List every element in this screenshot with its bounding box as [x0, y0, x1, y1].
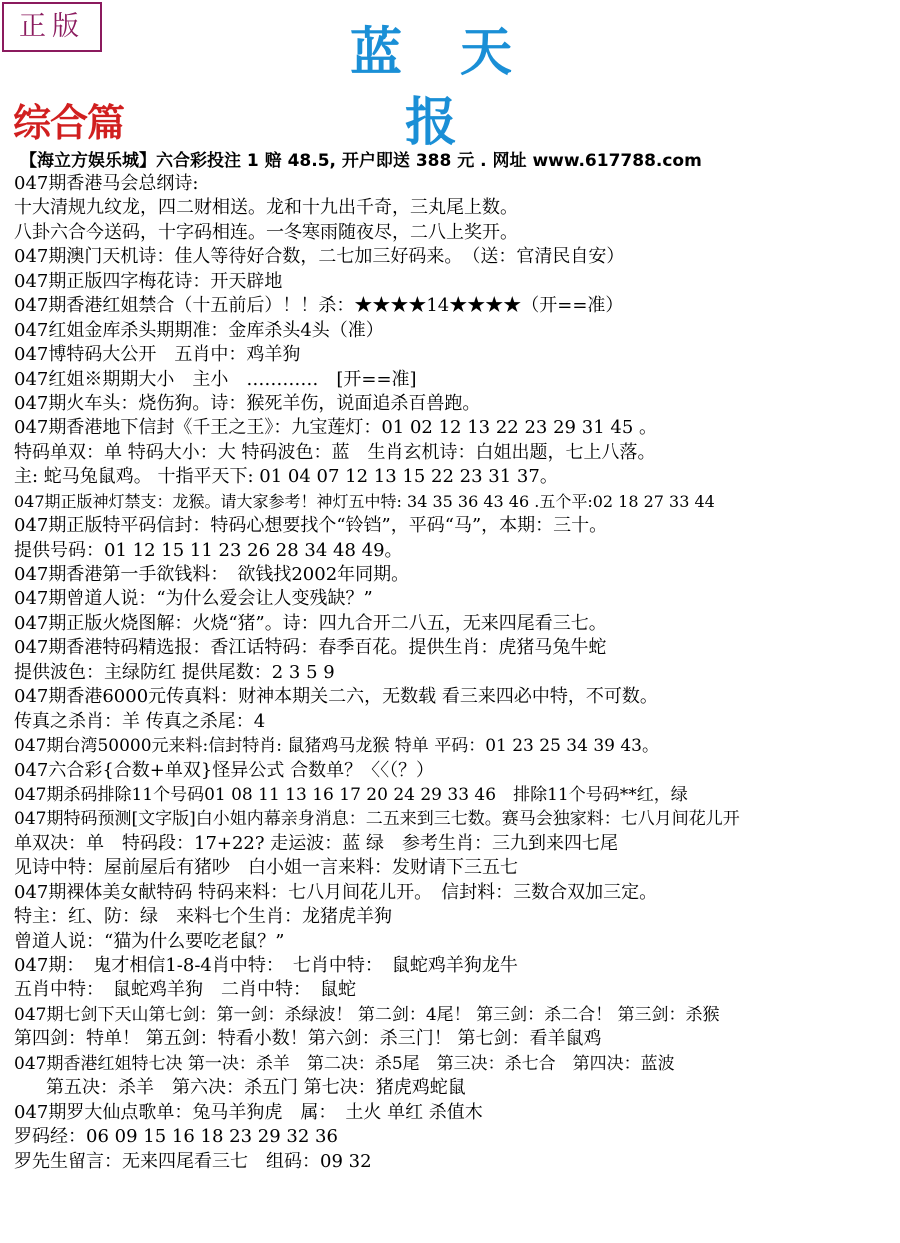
text-line: 罗码经：06 09 15 16 18 23 29 32 36 — [14, 1126, 338, 1148]
text-line: 047期香港地下信封《千王之王》：九宝莲灯：01 02 12 13 22 23 29 31 45 。 — [14, 417, 657, 439]
text-line: 047六合彩{合数+单双}怪异公式 合数单？〈〈（？） — [14, 759, 435, 781]
text-line: 047期香港特码精选报：香江话特码：春季百花。提供生肖：虎猪马兔牛蛇 — [14, 637, 607, 659]
text-line: 提供波色：主绿防红 提供尾数：2 3 5 9 — [14, 661, 335, 683]
text-line: 047期七剑下天山第七剑：第一剑：杀绿波！ 第二剑：4尾！ 第三剑：杀二合！ 第三剑：杀猴 — [14, 1004, 720, 1025]
text-line: 047期台湾50000元来料:信封特肖: 鼠猪鸡马龙猴 特单 平码：01 23 25 34 39 43。 — [14, 736, 660, 757]
text-line: 见诗中特：屋前屋后有猪吵 白小姐一言来料：发财请下三五七 — [14, 857, 518, 879]
text-line: 特主：红、防：绿 来料七个生肖：龙猪虎羊狗 — [14, 906, 392, 928]
text-line: 047期香港红姐特七决 第一决：杀羊 第二决：杀5尾 第三决：杀七合 第四决：蓝波 — [14, 1053, 675, 1074]
text-line: 主: 蛇马兔鼠鸡。 十指平天下: 01 04 07 12 13 15 22 23 31 37。 — [14, 466, 558, 488]
text-line: 047期正版四字梅花诗：开天辟地 — [14, 270, 283, 292]
text-line: 047红姐※期期大小 主小 ………… [开==准] — [14, 368, 417, 390]
section-heading: 综合篇 — [13, 100, 125, 145]
text-line: 罗先生留言：无来四尾看三七 组码：09 32 — [14, 1150, 372, 1172]
text-line: 047期正版火烧图解：火烧“猪”。诗：四九合开二八五，无来四尾看三七。 — [14, 612, 607, 634]
text-line: 047期杀码排除11个号码01 08 11 13 16 17 20 24 29 33 46 排除11个号码**红，绿 — [14, 784, 688, 805]
text-line: 047期特码预测[文字版]白小姐内幕亲身消息：二五来到三七数。赛马会独家料：七八月间花儿开 — [14, 809, 740, 830]
text-line: 047期香港6000元传真料：财神本期关二六，无数载 看三来四必中特，不可数。 — [14, 686, 658, 708]
content-lines — [14, 172, 900, 1174]
text-line: 047期正版神灯禁支：龙猴。请大家参考！神灯五中特: 34 35 36 43 46 .五个平:02 18 27 33 44 — [14, 491, 715, 511]
text-line: 047期裸体美女献特码 特码来料：七八月间花儿开。 信封料：三数合双加三定。 — [14, 881, 658, 903]
text-line: 047期火车头：烧伤狗。诗：猴死羊伤，说面追杀百兽跑。 — [14, 392, 481, 414]
text-line: 提供号码：01 12 15 11 23 26 28 34 48 49。 — [14, 539, 403, 561]
text-line: 八卦六合今送码，十字码相连。一冬寒雨随夜尽，二八上奖开。 — [14, 221, 518, 243]
text-line: 047期香港马会总纲诗: — [14, 173, 199, 194]
text-line: 047期曾道人说：“为什么爱会让人变残缺？” — [14, 588, 373, 610]
ad-banner: 【海立方娱乐城】六合彩投注 1 赔 48.5, 开户即送 388 元 . 网址 www.617788.com — [20, 151, 702, 171]
text-line: 特码单双：单 特码大小：大 特码波色：蓝 生肖玄机诗：白姐出题，七上八落。 — [14, 441, 656, 463]
text-line: 五肖中特： 鼠蛇鸡羊狗 二肖中特： 鼠蛇 — [14, 979, 356, 1001]
text-line: 047红姐金库杀头期期准：金库杀头4头（准） — [14, 319, 384, 341]
text-line: 047期澳门天机诗：佳人等待好合数，二七加三好码来。 （送：官清民自安） — [14, 246, 625, 268]
authentic-badge: 正版 — [2, 2, 102, 52]
text-line: 十大清规九纹龙，四二财相送。龙和十九出千奇，三丸尾上数。 — [14, 197, 518, 219]
text-line: 047期： 鬼才相信1-8-4肖中特： 七肖中特： 鼠蛇鸡羊狗龙牛 — [14, 955, 518, 976]
text-line: 单双决：单 特码段：17+22? 走运波：蓝 绿 参考生肖：三九到来四七尾 — [14, 832, 618, 854]
text-line: 047期罗大仙点歌单：兔马羊狗虎 属： 土火 单红 杀值木 — [14, 1101, 483, 1123]
text-line: 047期香港红姐禁合（十五前后）！！杀：★★★★14★★★★（开==准） — [14, 295, 624, 317]
text-line: 第四剑：特单！ 第五剑：特看小数！第六剑：杀三门！ 第七剑：看羊鼠鸡 — [14, 1028, 602, 1050]
text-line: 曾道人说：“猫为什么要吃老鼠？” — [14, 930, 285, 952]
text-line: 第五决：杀羊 第六决：杀五门 第七决：猪虎鸡蛇鼠 — [46, 1077, 466, 1099]
page-title: 蓝天报 — [349, 22, 570, 153]
text-line: 047期香港第一手欲钱料： 欲钱找2002年同期。 — [14, 564, 410, 585]
text-line: 047期正版特平码信封：特码心想要找个“铃铛”，平码“马”，本期：三十。 — [14, 515, 608, 537]
text-line: 047博特码大公开 五肖中：鸡羊狗 — [14, 344, 301, 366]
text-line: 传真之杀肖：羊 传真之杀尾：4 — [14, 710, 266, 732]
